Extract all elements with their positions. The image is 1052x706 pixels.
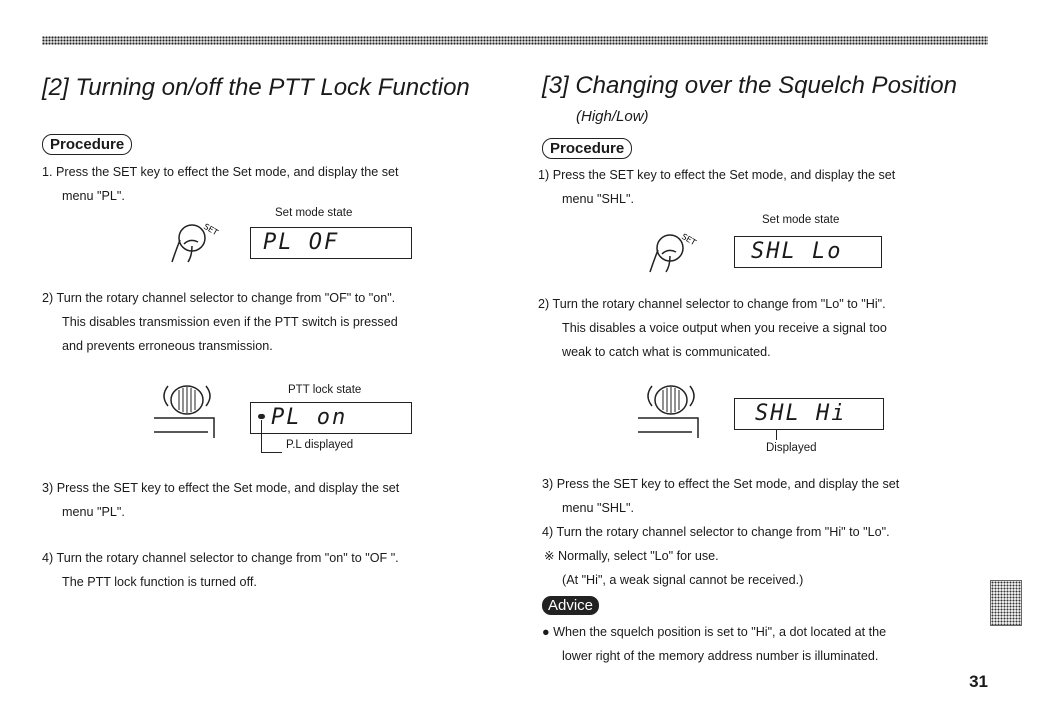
displayed-label: Displayed bbox=[766, 442, 817, 454]
page-edge-tab bbox=[990, 580, 1022, 626]
step-2-line-3: and prevents erroneous transmission. bbox=[62, 339, 273, 353]
step-1-line-2: menu "PL". bbox=[62, 189, 125, 203]
advice-line-1: ● When the squelch position is set to "Hi", a dot located at the bbox=[542, 625, 887, 639]
page-number: 31 bbox=[969, 672, 988, 691]
lcd-display-pl-on: PL on bbox=[250, 402, 412, 434]
pl-pointer-line bbox=[261, 420, 282, 453]
step-2-line-2: This disables transmission even if the PTT switch is pressed bbox=[62, 315, 398, 329]
finger-set-key-icon bbox=[648, 228, 708, 278]
procedure-badge: Procedure bbox=[42, 134, 132, 155]
note-line-1: ※ Normally, select "Lo" for use. bbox=[544, 549, 719, 563]
section-title: [2] Turning on/off the PTT Lock Function bbox=[42, 74, 470, 101]
top-dotted-rule bbox=[42, 36, 988, 45]
step-1-line-1: 1. Press the SET key to effect the Set mode, and display the set bbox=[42, 165, 399, 179]
step-2-line-2: This disables a voice output when you receive a signal too bbox=[562, 321, 887, 335]
lcd-display-shl-lo: SHL Lo bbox=[734, 236, 882, 268]
step-4-line-1: 4) Turn the rotary channel selector to change from "Hi" to "Lo". bbox=[542, 525, 890, 539]
step-3-line-2: menu "PL". bbox=[62, 505, 125, 519]
set-mode-caption: Set mode state bbox=[275, 207, 353, 219]
step-3-line-1: 3) Press the SET key to effect the Set mode, and display the set bbox=[542, 477, 900, 491]
note-line-2: (At "Hi", a weak signal cannot be received.) bbox=[562, 573, 804, 587]
set-mode-caption: Set mode state bbox=[762, 214, 840, 226]
step-2-line-1: 2) Turn the rotary channel selector to change from "Lo" to "Hi". bbox=[538, 297, 886, 311]
step-1-line-2: menu "SHL". bbox=[562, 192, 634, 206]
section-subtitle: (High/Low) bbox=[576, 108, 649, 125]
pl-indicator-dot bbox=[258, 414, 265, 419]
step-3-line-1: 3) Press the SET key to effect the Set mode, and display the set bbox=[42, 481, 400, 495]
lcd-display-pl-of: PL OF bbox=[250, 227, 412, 259]
rotary-knob-icon bbox=[638, 372, 708, 450]
step-4-line-1: 4) Turn the rotary channel selector to change from "on" to "OF ". bbox=[42, 551, 399, 565]
step-4-line-2: The PTT lock function is turned off. bbox=[62, 575, 257, 589]
svg-text:SET: SET bbox=[680, 231, 698, 248]
step-2-line-1: 2) Turn the rotary channel selector to change from "OF" to "on". bbox=[42, 291, 396, 305]
advice-line-2: lower right of the memory address number is illuminated. bbox=[562, 649, 879, 663]
ptt-lock-caption: PTT lock state bbox=[288, 384, 362, 396]
step-2-line-3: weak to catch what is communicated. bbox=[562, 345, 771, 359]
section-title: [3] Changing over the Squelch Position bbox=[542, 72, 957, 99]
svg-text:SET: SET bbox=[202, 221, 220, 238]
advice-badge: Advice bbox=[542, 596, 599, 615]
dot-pointer-line bbox=[776, 430, 777, 440]
lcd-display-shl-hi: SHL Hi bbox=[734, 398, 884, 430]
step-1-line-1: 1) Press the SET key to effect the Set mode, and display the set bbox=[538, 168, 896, 182]
step-3-line-2: menu "SHL". bbox=[562, 501, 634, 515]
pl-displayed-label: P.L displayed bbox=[286, 439, 354, 451]
rotary-knob-icon bbox=[154, 372, 224, 450]
procedure-badge: Procedure bbox=[542, 138, 632, 159]
finger-set-key-icon bbox=[170, 218, 230, 268]
